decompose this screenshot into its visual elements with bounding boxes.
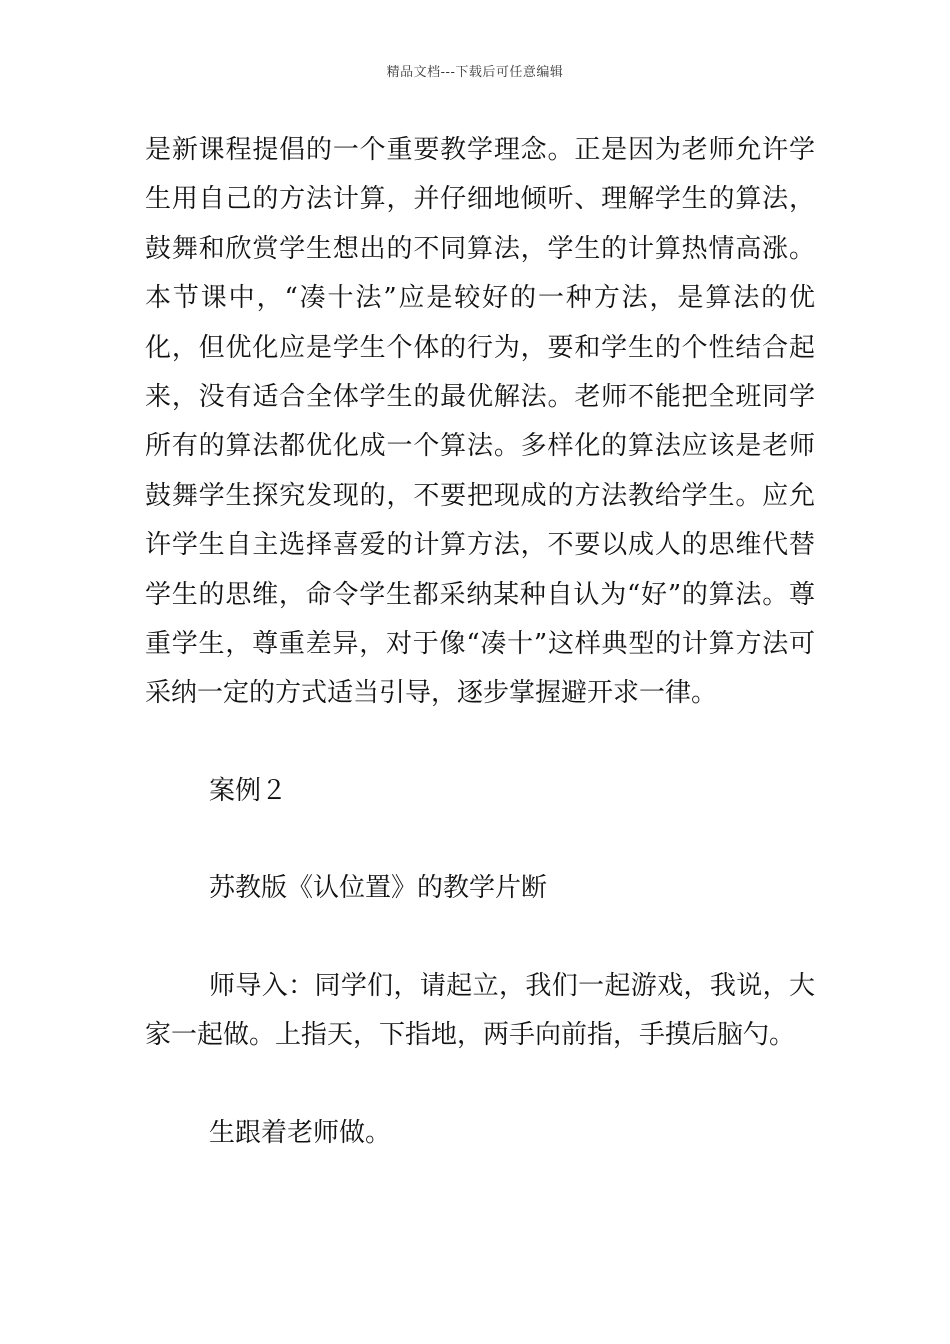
case-heading: 案例２	[209, 775, 288, 806]
paragraph-gap	[145, 816, 815, 864]
body-paragraph-teacher-intro: 师导入：同学们，请起立，我们一起游戏，我说，大家一起做。上指天，下指地，两手向前指，手摸后脑勺。	[145, 970, 815, 1051]
paragraph-gap	[145, 719, 815, 767]
paragraph-gap	[145, 1061, 815, 1109]
case-title: 苏教版《认位置》的教学片断	[209, 873, 548, 904]
page-header: 精品文档---下载后可任意编辑	[386, 65, 564, 80]
paragraph-gap	[145, 914, 815, 962]
document-body	[145, 126, 815, 1158]
body-paragraph-main: 是新课程提倡的一个重要教学理念。正是因为老师允许学生用自己的方法计算，并仔细地倾听、理解学生的算法，鼓舞和欣赏学生想出的不同算法，学生的计算热情高涨。本节课中，“凑十法”应是较好的一种方法，是算法的优化，但优化应是学生个体的行为，要和学生的个性结合起来，没有适合全体学生的最优解法。老师不能把全班同学所有的算法都优化成一个算法。多样化的算法应该是老师鼓舞学生探究发现的，不要把现成的方法教给学生。应允许学生自主选择喜爱的计算方法，不要以成人的思维代替学生的思维，命令学生都采纳某种自认为“好”的算法。尊重学生，尊重差异，对于像“凑十”这样典型的计算方法可采纳一定的方式适当引导，逐步掌握避开求一律。	[145, 135, 815, 709]
body-paragraph-students: 生跟着老师做。	[209, 1117, 392, 1148]
